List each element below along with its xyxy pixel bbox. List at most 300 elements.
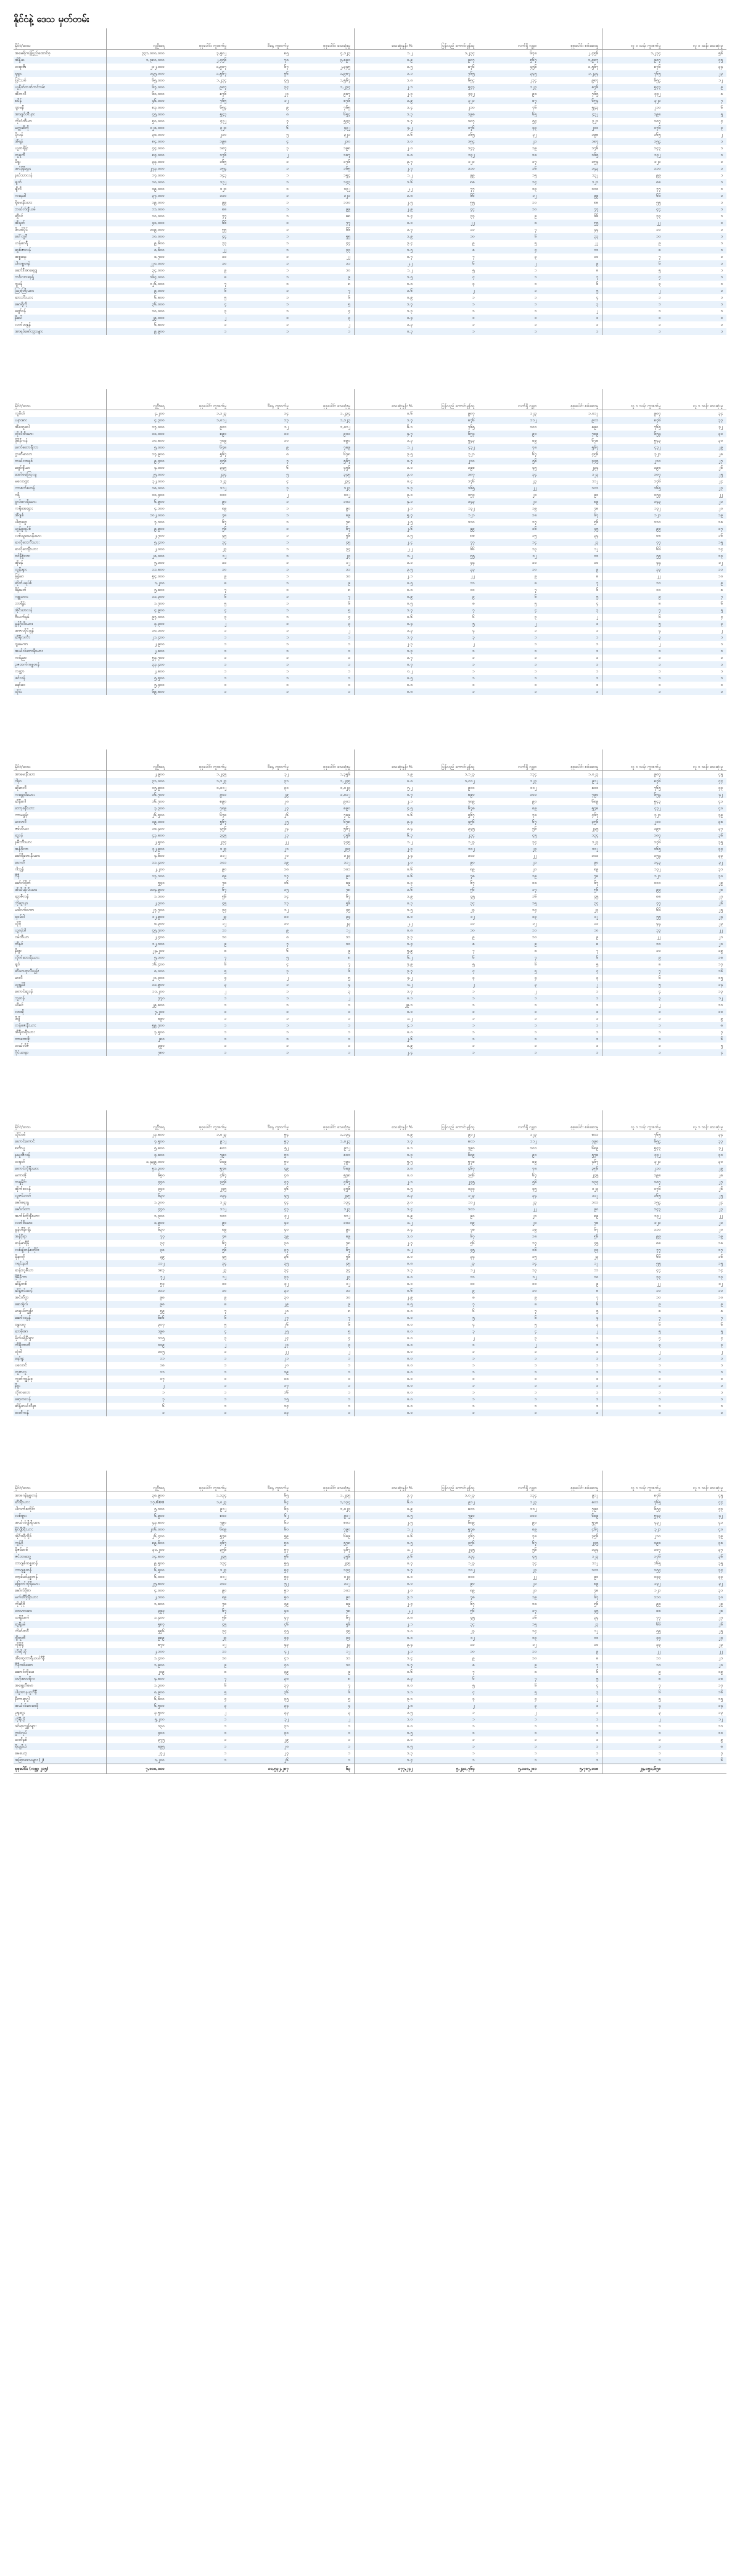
country-name-cell: အိန္ဒိယ — [14, 57, 106, 64]
column-header[interactable]: လူ ၁ သန်း သေဆုံးမှု — [664, 28, 726, 49]
table-row[interactable] — [14, 825, 726, 832]
table-row[interactable] — [14, 1172, 726, 1179]
table-row[interactable] — [14, 1294, 726, 1301]
column-header[interactable]: လူ ၁ သန်း ကူးစက်မှု — [602, 389, 665, 410]
table-row[interactable] — [14, 859, 726, 866]
table-row[interactable] — [14, 785, 726, 791]
column-header[interactable]: လူဦးရေ — [106, 1471, 168, 1492]
table-row[interactable] — [14, 900, 726, 907]
column-header[interactable]: စုစုပေါင်း စစ်ဆေးမှု — [540, 749, 602, 770]
table-row[interactable] — [14, 1621, 726, 1628]
column-header[interactable]: လူ ၁ သန်း ကူးစက်မှု — [602, 28, 665, 49]
table-row[interactable] — [14, 641, 726, 648]
table-row[interactable] — [14, 580, 726, 587]
table-row[interactable] — [14, 267, 726, 274]
table-row[interactable] — [14, 77, 726, 84]
table-row[interactable] — [14, 498, 726, 505]
table-row[interactable] — [14, 458, 726, 464]
table-row[interactable] — [14, 294, 726, 301]
column-header[interactable]: စုစုပေါင်း ကူးစက်မှု — [168, 749, 231, 770]
column-header[interactable]: ဒီနေ့ ကူးစက်မှု — [230, 1110, 292, 1131]
table-row[interactable] — [14, 614, 726, 621]
table-row[interactable] — [14, 1730, 726, 1736]
table-row[interactable] — [14, 213, 726, 220]
table-row[interactable] — [14, 880, 726, 886]
table-row[interactable] — [14, 49, 726, 57]
table-row[interactable] — [14, 1553, 726, 1560]
column-header[interactable]: စုစုပေါင်း ကူးစက်မှု — [168, 389, 231, 410]
table-row[interactable] — [14, 145, 726, 152]
table-row[interactable] — [14, 1675, 726, 1682]
value-cell: ၄၃၂ — [602, 444, 665, 451]
value-cell: ၃၄၅ — [540, 458, 602, 464]
column-header[interactable]: စုစုပေါင်း စစ်ဆေးမှု — [540, 389, 602, 410]
table-row[interactable] — [14, 668, 726, 675]
table-row[interactable] — [14, 1703, 726, 1709]
table-row[interactable] — [14, 512, 726, 519]
column-header[interactable]: လူဦးရေ — [106, 389, 168, 410]
table-row[interactable] — [14, 566, 726, 573]
column-header[interactable]: ပြန်လည် ကောင်းမွန်သူ — [416, 1471, 479, 1492]
column-header[interactable]: သေဆုံးနှုန်း % — [354, 749, 416, 770]
table-row[interactable] — [14, 1382, 726, 1389]
table-row[interactable] — [14, 179, 726, 186]
table-row[interactable] — [14, 852, 726, 859]
table-row[interactable] — [14, 1362, 726, 1369]
table-row[interactable] — [14, 1540, 726, 1546]
table-row[interactable] — [14, 1152, 726, 1158]
table-row[interactable] — [14, 1240, 726, 1247]
table-row[interactable] — [14, 260, 726, 267]
table-row[interactable] — [14, 654, 726, 661]
table-row[interactable] — [14, 587, 726, 593]
table-row[interactable] — [14, 287, 726, 294]
table-row[interactable] — [14, 600, 726, 607]
table-row[interactable] — [14, 159, 726, 165]
table-row[interactable] — [14, 988, 726, 995]
column-header[interactable]: စုစုပေါင်း သေဆုံးမှု — [292, 28, 355, 49]
table-row[interactable] — [14, 1260, 726, 1267]
column-header[interactable]: လက်ရှိ လူနာ — [479, 1471, 541, 1492]
table-row[interactable] — [14, 1546, 726, 1553]
country-name-cell: ဆီနီဂေါ — [15, 798, 27, 804]
table-row[interactable] — [14, 1635, 726, 1641]
table-row[interactable] — [14, 1410, 726, 1416]
column-header[interactable]: လက်ရှိ လူနာ — [479, 389, 541, 410]
table-row[interactable] — [14, 661, 726, 668]
table-row[interactable] — [14, 437, 726, 444]
column-header[interactable]: နိုင်ငံ/ဒေသ — [14, 749, 106, 770]
table-row[interactable] — [14, 1499, 726, 1506]
table-row[interactable] — [14, 1580, 726, 1587]
value-cell: ၁ — [224, 1736, 227, 1742]
table-row[interactable] — [14, 1015, 726, 1022]
table-row[interactable] — [14, 1342, 726, 1348]
table-row[interactable] — [14, 1138, 726, 1145]
table-row[interactable] — [14, 553, 726, 559]
table-row[interactable] — [14, 1233, 726, 1240]
table-row[interactable] — [14, 961, 726, 968]
table-row[interactable] — [14, 1186, 726, 1192]
table-row[interactable] — [14, 1743, 726, 1750]
table-row[interactable] — [14, 1574, 726, 1580]
table-row[interactable] — [14, 873, 726, 880]
table-row[interactable] — [14, 968, 726, 975]
value-cell: ၅၇၈ — [467, 1159, 475, 1164]
country-name-cell: ဟောင်ကောင် — [14, 1138, 106, 1145]
value-cell: ၂၉,၈၀၀ — [106, 1002, 168, 1009]
table-row[interactable] — [14, 1716, 726, 1723]
table-row[interactable] — [14, 1220, 726, 1226]
value-cell: ၁ — [720, 655, 723, 660]
table-row[interactable] — [14, 1696, 726, 1703]
table-row[interactable] — [14, 1308, 726, 1315]
table-row[interactable] — [14, 1750, 726, 1757]
table-row[interactable] — [14, 546, 726, 553]
country-name-cell: ဂရင်းနဒါ — [14, 1260, 106, 1267]
table-row[interactable] — [14, 70, 726, 77]
table-row[interactable] — [14, 1757, 726, 1764]
table-row[interactable] — [14, 770, 726, 778]
column-header[interactable]: လူ ၁ သန်း ကူးစက်မှု — [602, 1110, 665, 1131]
table-row[interactable] — [14, 1669, 726, 1675]
table-row[interactable] — [14, 920, 726, 927]
column-header[interactable]: လက်ရှိ လူနာ — [479, 749, 541, 770]
column-header[interactable]: ဒီနေ့ ကူးစက်မှု — [230, 1471, 292, 1492]
table-row[interactable] — [14, 1213, 726, 1220]
table-row[interactable] — [14, 634, 726, 641]
country-name-cell: ဆိန့်ဗင်းဆင့် — [14, 1287, 106, 1294]
table-row[interactable] — [14, 791, 726, 798]
column-header[interactable]: နိုင်ငံ/ဒေသ — [14, 389, 106, 410]
table-row[interactable] — [14, 947, 726, 954]
table-row[interactable] — [14, 1049, 726, 1056]
table-row[interactable] — [14, 1355, 726, 1362]
value-cell: ၁၀ — [292, 1662, 355, 1669]
column-header[interactable]: လက်ရှိ လူနာ — [479, 28, 541, 49]
table-row[interactable] — [14, 274, 726, 281]
value-cell: ၃၆ — [664, 1553, 726, 1560]
value-cell: ၉ — [602, 593, 665, 600]
table-row[interactable] — [14, 1396, 726, 1403]
table-row[interactable] — [14, 492, 726, 498]
table-row[interactable] — [14, 64, 726, 70]
table-row[interactable] — [14, 431, 726, 437]
value-cell: ၆ — [472, 1308, 475, 1313]
table-row[interactable] — [14, 1506, 726, 1513]
table-row[interactable] — [14, 1526, 726, 1533]
table-row[interactable] — [14, 424, 726, 431]
table-row[interactable] — [14, 1165, 726, 1172]
table-row[interactable] — [14, 1628, 726, 1635]
table-row[interactable] — [14, 1199, 726, 1206]
table-row[interactable] — [14, 1281, 726, 1287]
table-row[interactable] — [14, 839, 726, 846]
table-row[interactable] — [14, 131, 726, 138]
column-header[interactable]: စုစုပေါင်း သေဆုံးမှု — [292, 1471, 355, 1492]
table-row[interactable] — [14, 315, 726, 321]
value-cell: ၅၃ — [284, 1574, 289, 1579]
value-cell: ၈၇၆ — [602, 64, 665, 70]
table-row[interactable] — [14, 485, 726, 492]
table-row[interactable] — [14, 451, 726, 458]
table-row[interactable] — [14, 104, 726, 111]
table-row[interactable] — [14, 1533, 726, 1540]
value-cell: ၄၅ — [230, 1192, 292, 1199]
table-row[interactable] — [14, 1560, 726, 1567]
value-cell: ၂၂ — [532, 852, 537, 858]
column-header[interactable]: ဒီနေ့ ကူးစက်မှု — [230, 749, 292, 770]
table-row[interactable] — [14, 1594, 726, 1601]
value-cell: ၆ — [664, 1757, 726, 1764]
table-row[interactable] — [14, 1348, 726, 1355]
column-header[interactable]: စုစုပေါင်း သေဆုံးမှု — [292, 749, 355, 770]
table-row[interactable] — [14, 172, 726, 179]
table-row[interactable] — [14, 186, 726, 192]
table-row[interactable] — [14, 893, 726, 900]
value-cell: ၁ — [230, 995, 292, 1002]
column-header[interactable]: ဒီနေ့ ကူးစက်မှု — [230, 389, 292, 410]
column-header[interactable]: ပြန်လည် ကောင်းမွန်သူ — [416, 1110, 479, 1131]
table-row[interactable] — [14, 417, 726, 424]
table-row[interactable] — [14, 941, 726, 947]
table-row[interactable] — [14, 84, 726, 91]
table-row[interactable] — [14, 995, 726, 1002]
table-row[interactable] — [14, 675, 726, 682]
table-row[interactable] — [14, 607, 726, 614]
table-row[interactable] — [14, 192, 726, 199]
table-row[interactable] — [14, 199, 726, 206]
table-row[interactable] — [14, 1145, 726, 1152]
table-row[interactable] — [14, 975, 726, 981]
table-row[interactable] — [14, 1587, 726, 1594]
column-header[interactable]: နိုင်ငံ/ဒေသ — [14, 1110, 106, 1131]
column-header[interactable]: နိုင်ငံ/ဒေသ — [14, 1471, 106, 1492]
table-row[interactable] — [14, 1736, 726, 1743]
table-row[interactable] — [14, 471, 726, 478]
table-row[interactable] — [14, 866, 726, 873]
table-row[interactable] — [14, 1389, 726, 1396]
value-cell: ၁,၄၀၀ — [106, 1614, 168, 1621]
table-row[interactable] — [14, 648, 726, 654]
table-row[interactable] — [14, 1321, 726, 1328]
table-row[interactable] — [14, 778, 726, 785]
column-header[interactable]: လက်ရှိ လူနာ — [479, 1110, 541, 1131]
table-row[interactable] — [14, 1567, 726, 1574]
value-cell: ၁ — [168, 1396, 231, 1403]
column-header[interactable]: သေဆုံးနှုန်း % — [354, 389, 416, 410]
table-row[interactable] — [14, 1519, 726, 1526]
table-row[interactable] — [14, 1723, 726, 1730]
column-header[interactable]: ပြန်လည် ကောင်းမွန်သူ — [416, 28, 479, 49]
column-header[interactable]: စုစုပေါင်း သေဆုံးမှု — [292, 1110, 355, 1131]
table-row[interactable] — [14, 1267, 726, 1274]
table-row[interactable] — [14, 1641, 726, 1648]
table-row[interactable] — [14, 247, 726, 254]
column-header[interactable]: လူ ၁ သန်း သေဆုံးမှု — [664, 1471, 726, 1492]
table-row[interactable] — [14, 301, 726, 308]
table-row[interactable] — [14, 1601, 726, 1608]
column-header[interactable]: ပြန်လည် ကောင်းမွန်သူ — [416, 749, 479, 770]
value-cell: ၂၃၄ — [292, 846, 355, 852]
value-cell: ၈၉၅ — [106, 1743, 168, 1750]
table-row[interactable] — [14, 1247, 726, 1253]
table-row[interactable] — [14, 526, 726, 532]
table-row[interactable] — [14, 308, 726, 315]
table-row[interactable] — [14, 220, 726, 226]
table-row[interactable] — [14, 1192, 726, 1199]
column-header[interactable]: ဒီနေ့ ကူးစက်မှု — [230, 28, 292, 49]
column-header[interactable]: လူ ၁ သန်း သေဆုံးမှု — [664, 749, 726, 770]
table-row[interactable] — [14, 886, 726, 893]
column-header[interactable]: လူ ၁ သန်း သေဆုံးမှု — [664, 1110, 726, 1131]
table-row[interactable] — [14, 152, 726, 159]
column-header[interactable]: လူဦးရေ — [106, 1110, 168, 1131]
table-row[interactable] — [14, 1315, 726, 1321]
table-row[interactable] — [14, 532, 726, 539]
column-header[interactable]: စုစုပေါင်း ကူးစက်မှု — [168, 1471, 231, 1492]
table-row[interactable] — [14, 165, 726, 172]
table-row[interactable] — [14, 907, 726, 914]
table-row[interactable] — [14, 1369, 726, 1376]
table-row[interactable] — [14, 1253, 726, 1260]
table-row[interactable] — [14, 559, 726, 566]
table-row[interactable] — [14, 627, 726, 634]
table-row[interactable] — [14, 125, 726, 131]
table-row[interactable] — [14, 1226, 726, 1233]
column-header[interactable]: လူဦးရေ — [106, 749, 168, 770]
table-row[interactable] — [14, 1648, 726, 1655]
value-cell: ၇ — [534, 226, 537, 232]
column-header[interactable]: ပြန်လည် ကောင်းမွန်သူ — [416, 389, 479, 410]
table-row[interactable] — [14, 1655, 726, 1662]
column-header[interactable]: လူဦးရေ — [106, 28, 168, 49]
column-header[interactable]: လူ ၁ သန်း ကူးစက်မှု — [602, 749, 665, 770]
table-row[interactable] — [14, 97, 726, 104]
value-cell: ၉,၉၀၀ — [106, 526, 168, 532]
table-row[interactable] — [14, 1301, 726, 1308]
table-row[interactable] — [14, 1029, 726, 1036]
table-row[interactable] — [14, 1042, 726, 1049]
table-row[interactable] — [14, 1689, 726, 1696]
table-row[interactable] — [14, 57, 726, 64]
table-row[interactable] — [14, 914, 726, 920]
table-row[interactable] — [14, 1335, 726, 1342]
table-row[interactable] — [14, 954, 726, 961]
table-row[interactable] — [14, 505, 726, 512]
value-cell: ၈၉၀ — [168, 431, 231, 437]
column-header[interactable]: သေဆုံးနှုန်း % — [354, 1471, 416, 1492]
value-cell: ၇၈ — [532, 812, 537, 817]
column-header[interactable]: စုစုပေါင်း ကူးစက်မှု — [168, 1110, 231, 1131]
table-row[interactable] — [14, 805, 726, 812]
table-row[interactable] — [14, 1614, 726, 1621]
table-row[interactable] — [14, 254, 726, 260]
table-row[interactable] — [14, 688, 726, 695]
column-header[interactable]: စုစုပေါင်း စစ်ဆေးမှု — [540, 1110, 602, 1131]
table-row[interactable] — [14, 281, 726, 287]
table-row[interactable] — [14, 934, 726, 941]
table-row[interactable] — [14, 819, 726, 825]
table-row[interactable] — [14, 519, 726, 526]
table-row[interactable] — [14, 1158, 726, 1165]
table-row[interactable] — [14, 1274, 726, 1281]
table-row[interactable] — [14, 981, 726, 988]
table-row[interactable] — [14, 1022, 726, 1029]
column-header[interactable]: စုစုပေါင်း စစ်ဆေးမှု — [540, 1471, 602, 1492]
table-row[interactable] — [14, 240, 726, 247]
table-row[interactable] — [14, 1709, 726, 1716]
table-row[interactable] — [14, 927, 726, 934]
table-row[interactable] — [14, 1002, 726, 1009]
table-row[interactable] — [14, 206, 726, 213]
table-row[interactable] — [14, 226, 726, 233]
table-row[interactable] — [14, 798, 726, 805]
table-row[interactable] — [14, 1328, 726, 1335]
table-row[interactable] — [14, 464, 726, 471]
value-cell: ၇ — [720, 1750, 723, 1756]
table-row[interactable] — [14, 1608, 726, 1614]
table-row[interactable] — [14, 410, 726, 418]
table-row[interactable] — [14, 1682, 726, 1689]
table-row[interactable] — [14, 478, 726, 485]
value-cell: ၁.၃ — [354, 1750, 416, 1757]
table-row[interactable] — [14, 1206, 726, 1213]
table-row[interactable] — [14, 118, 726, 125]
table-row[interactable] — [14, 444, 726, 451]
table-row[interactable] — [14, 682, 726, 688]
table-row[interactable] — [14, 138, 726, 145]
table-row[interactable] — [14, 321, 726, 328]
column-header[interactable]: စုစုပေါင်း သေဆုံးမှု — [292, 389, 355, 410]
country-name-cell: မွန်ဂိုလီးယား — [14, 621, 106, 627]
country-name-cell: တူရကီ — [14, 152, 106, 159]
table-row[interactable] — [14, 328, 726, 335]
table-row[interactable] — [14, 1287, 726, 1294]
value-cell: ၁ — [168, 675, 231, 682]
table-row[interactable] — [14, 832, 726, 839]
table-row[interactable] — [14, 539, 726, 546]
table-row[interactable] — [14, 621, 726, 627]
column-header[interactable]: သေဆုံးနှုန်း % — [354, 1110, 416, 1131]
table-row[interactable] — [14, 1376, 726, 1382]
table-row[interactable] — [14, 1513, 726, 1519]
table-row[interactable] — [14, 91, 726, 97]
table-row[interactable] — [14, 1009, 726, 1015]
table-row[interactable] — [14, 1662, 726, 1669]
value-cell: ၃၀ — [718, 438, 723, 443]
table-row[interactable] — [14, 233, 726, 240]
table-row[interactable] — [14, 1131, 726, 1139]
table-row[interactable] — [14, 812, 726, 819]
table-row[interactable] — [14, 593, 726, 600]
table-row[interactable] — [14, 846, 726, 852]
column-header[interactable]: သေဆုံးနှုန်း % — [354, 28, 416, 49]
column-header[interactable]: နိုင်ငံ/ဒေသ — [14, 28, 106, 49]
column-header[interactable]: စုစုပေါင်း စစ်ဆေးမှု — [540, 28, 602, 49]
table-row[interactable] — [14, 1492, 726, 1499]
table-row[interactable] — [14, 1179, 726, 1186]
value-cell: ၁ — [602, 301, 665, 308]
column-header[interactable]: လူ ၁ သန်း သေဆုံးမှု — [664, 389, 726, 410]
table-row[interactable] — [14, 573, 726, 580]
table-row[interactable] — [14, 1036, 726, 1042]
table-row[interactable] — [14, 1403, 726, 1410]
column-header[interactable]: လူ ၁ သန်း ကူးစက်မှု — [602, 1471, 665, 1492]
column-header[interactable]: စုစုပေါင်း ကူးစက်မှု — [168, 28, 231, 49]
table-row[interactable] — [14, 111, 726, 118]
value-cell: ၂,၈၀၀ — [106, 648, 168, 654]
